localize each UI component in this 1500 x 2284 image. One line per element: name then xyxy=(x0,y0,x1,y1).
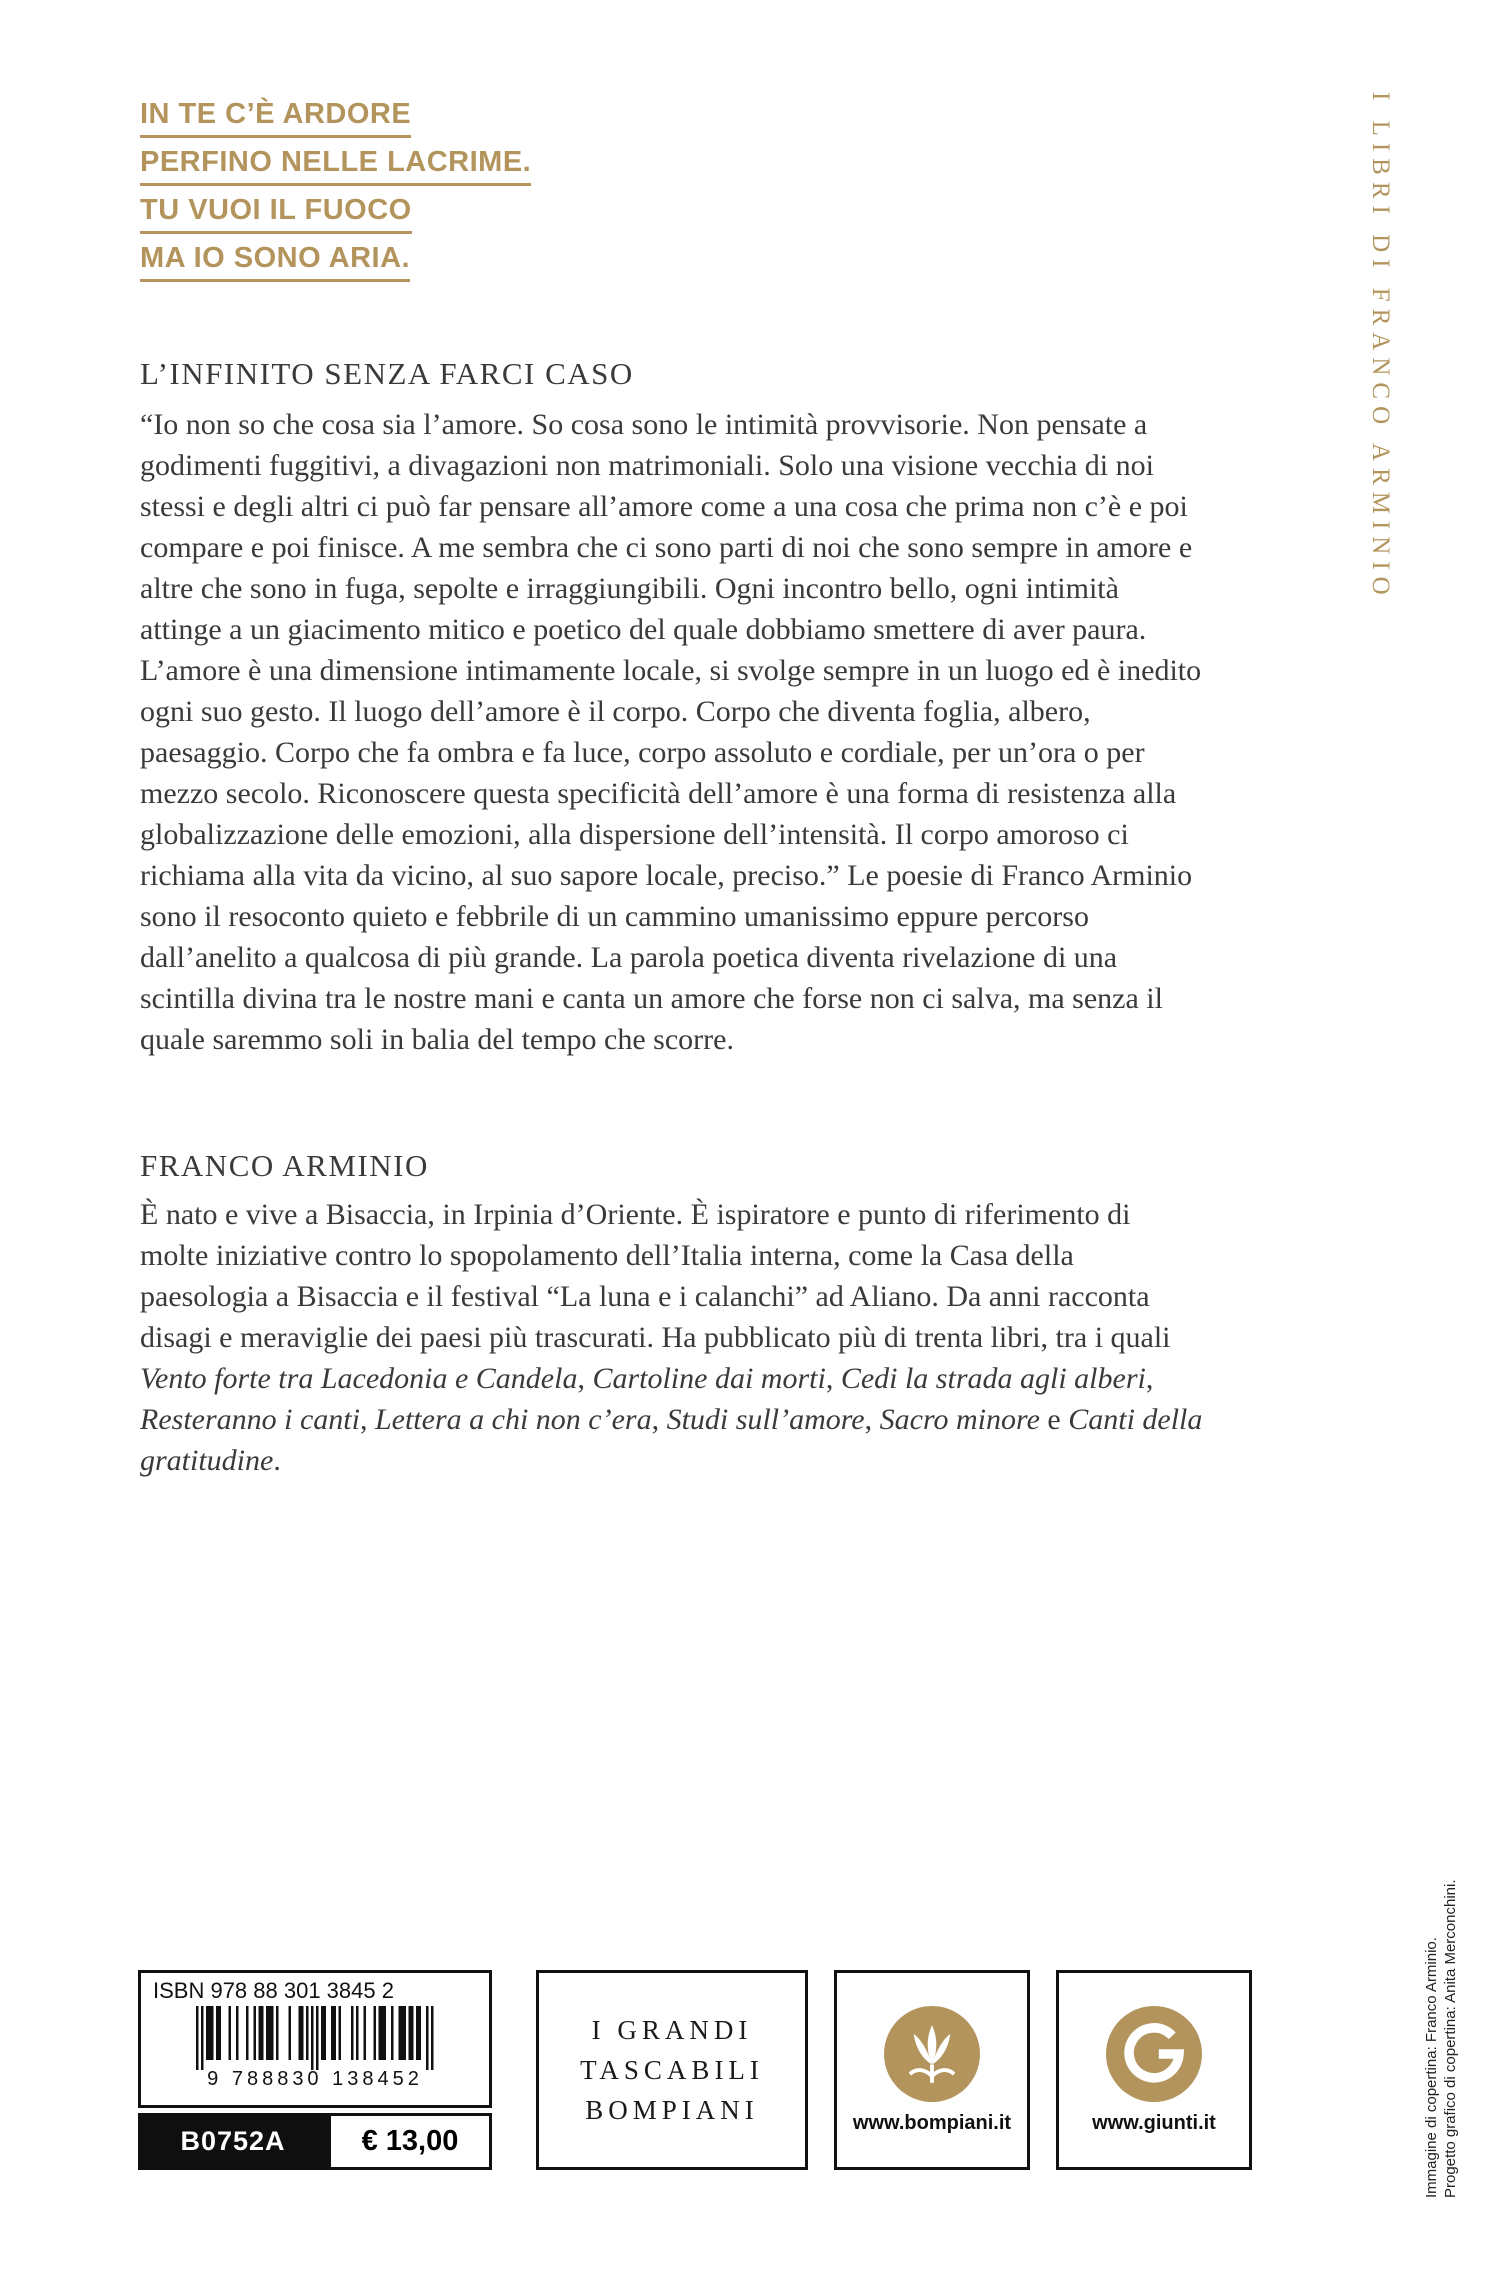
quote-line: TU VUOI IL FUOCO xyxy=(140,196,412,234)
isbn-label: ISBN 978 88 301 3845 2 xyxy=(153,1978,394,2003)
isbn-number: 9 788830 138452 xyxy=(207,2068,423,2090)
main-content xyxy=(140,100,1204,1481)
footer-bar xyxy=(138,1970,1252,2170)
author-bio-text: È nato e vive a Bisaccia, in Irpinia d’Oriente. È ispiratore e punto di riferimento di molte iniziative contro lo spopolamento dell’Italia interna, come la Casa della paesologia a Bisaccia e il festival “La luna e i calanchi” ad Aliano. Da anni racconta disagi e meraviglie dei paesi più trascurati. Ha pubblicato più di trenta libri, tra i quali Vento forte tra Lacedonia e Candela, Cartoline dai morti, Cedi la strada agli alberi, Resteranno i canti, Lettera a chi non c’era, Studi sull’amore, Sacro minore e Canti della gratitudine. xyxy=(140,1198,1203,1477)
imprint-box xyxy=(536,1970,808,2170)
imprint-line: BOMPIANI xyxy=(585,2094,759,2125)
imprint-line: TASCABILI xyxy=(580,2054,764,2085)
price-label: € 13,00 xyxy=(328,2113,492,2170)
isbn-price-column xyxy=(138,1970,492,2170)
credit-line: Immagine di copertina: Franco Arminio. xyxy=(1423,1937,1440,2198)
giunti-g-spiral-icon xyxy=(1106,2006,1202,2102)
quote-line: MA IO SONO ARIA. xyxy=(140,244,410,282)
giunti-box xyxy=(1056,1970,1252,2170)
price-row xyxy=(138,2113,492,2170)
quote-line: PERFINO NELLE LACRIME. xyxy=(140,148,531,186)
cover-credits xyxy=(1422,1758,1460,2198)
isbn-box xyxy=(138,1970,492,2108)
book-title-heading: L’INFINITO SENZA FARCI CASO xyxy=(140,356,634,391)
quote-line: IN TE C’È ARDORE xyxy=(140,100,411,138)
imprint-line: I GRANDI xyxy=(591,2014,753,2045)
series-vertical-text: I LIBRI DI FRANCO ARMINIO xyxy=(1367,92,1394,602)
giunti-url: www.giunti.it xyxy=(1092,2111,1216,2134)
ean-barcode xyxy=(196,2006,434,2070)
bompiani-box xyxy=(834,1970,1030,2170)
credit-line: Progetto grafico di copertina: Anita Merconchini. xyxy=(1442,1879,1459,2198)
cover-quote xyxy=(140,100,1204,282)
synopsis-text: “Io non so che cosa sia l’amore. So cosa sono le intimità provvisorie. Non pensate a godimenti fuggitivi, a divagazioni non matrimoniali. Solo una visione vecchia di noi stessi e degli altri ci può far pensare all’amore come a una cosa che prima non c’è e poi compare e poi finisce. A me sembra che ci sono parti di noi che sono sempre in amore e altre che sono in fuga, sepolte e irraggiungibili. Ogni incontro bello, ogni intimità attinge a un giacimento mitico e poetico del quale dobbiamo smettere di aver paura. L’amore è una dimensione intimamente locale, si svolge sempre in un luogo ed è inedito ogni suo gesto. Il luogo dell’amore è il corpo. Corpo che diventa foglia, albero, paesaggio. Corpo che fa ombra e fa luce, corpo assoluto e cordiale, per un’ora o per mezzo secolo. Riconoscere questa specificità dell’amore è una forma di resistenza alla globalizzazione delle emozioni, alla dispersione dell’intensità. Il corpo amoroso ci richiama alla vita da vicino, al suo sapore locale, preciso.” Le poesie di Franco Arminio sono il resoconto quieto e febbrile di un cammino umanissimo eppure percorso dall’anelito a qualcosa di più grande. La parola poetica diventa rivelazione di una scintilla divina tra le nostre mani e canta un amore che forse non ci salva, ma senza il quale saremmo soli in balia del tempo che scorre. xyxy=(140,408,1202,1056)
author-name-heading: FRANCO ARMINIO xyxy=(140,1148,429,1183)
bompiani-flower-icon xyxy=(884,2006,980,2102)
author-section xyxy=(140,1148,1204,1481)
bompiani-url: www.bompiani.it xyxy=(852,2111,1012,2134)
product-code-badge: B0752A xyxy=(138,2113,328,2170)
